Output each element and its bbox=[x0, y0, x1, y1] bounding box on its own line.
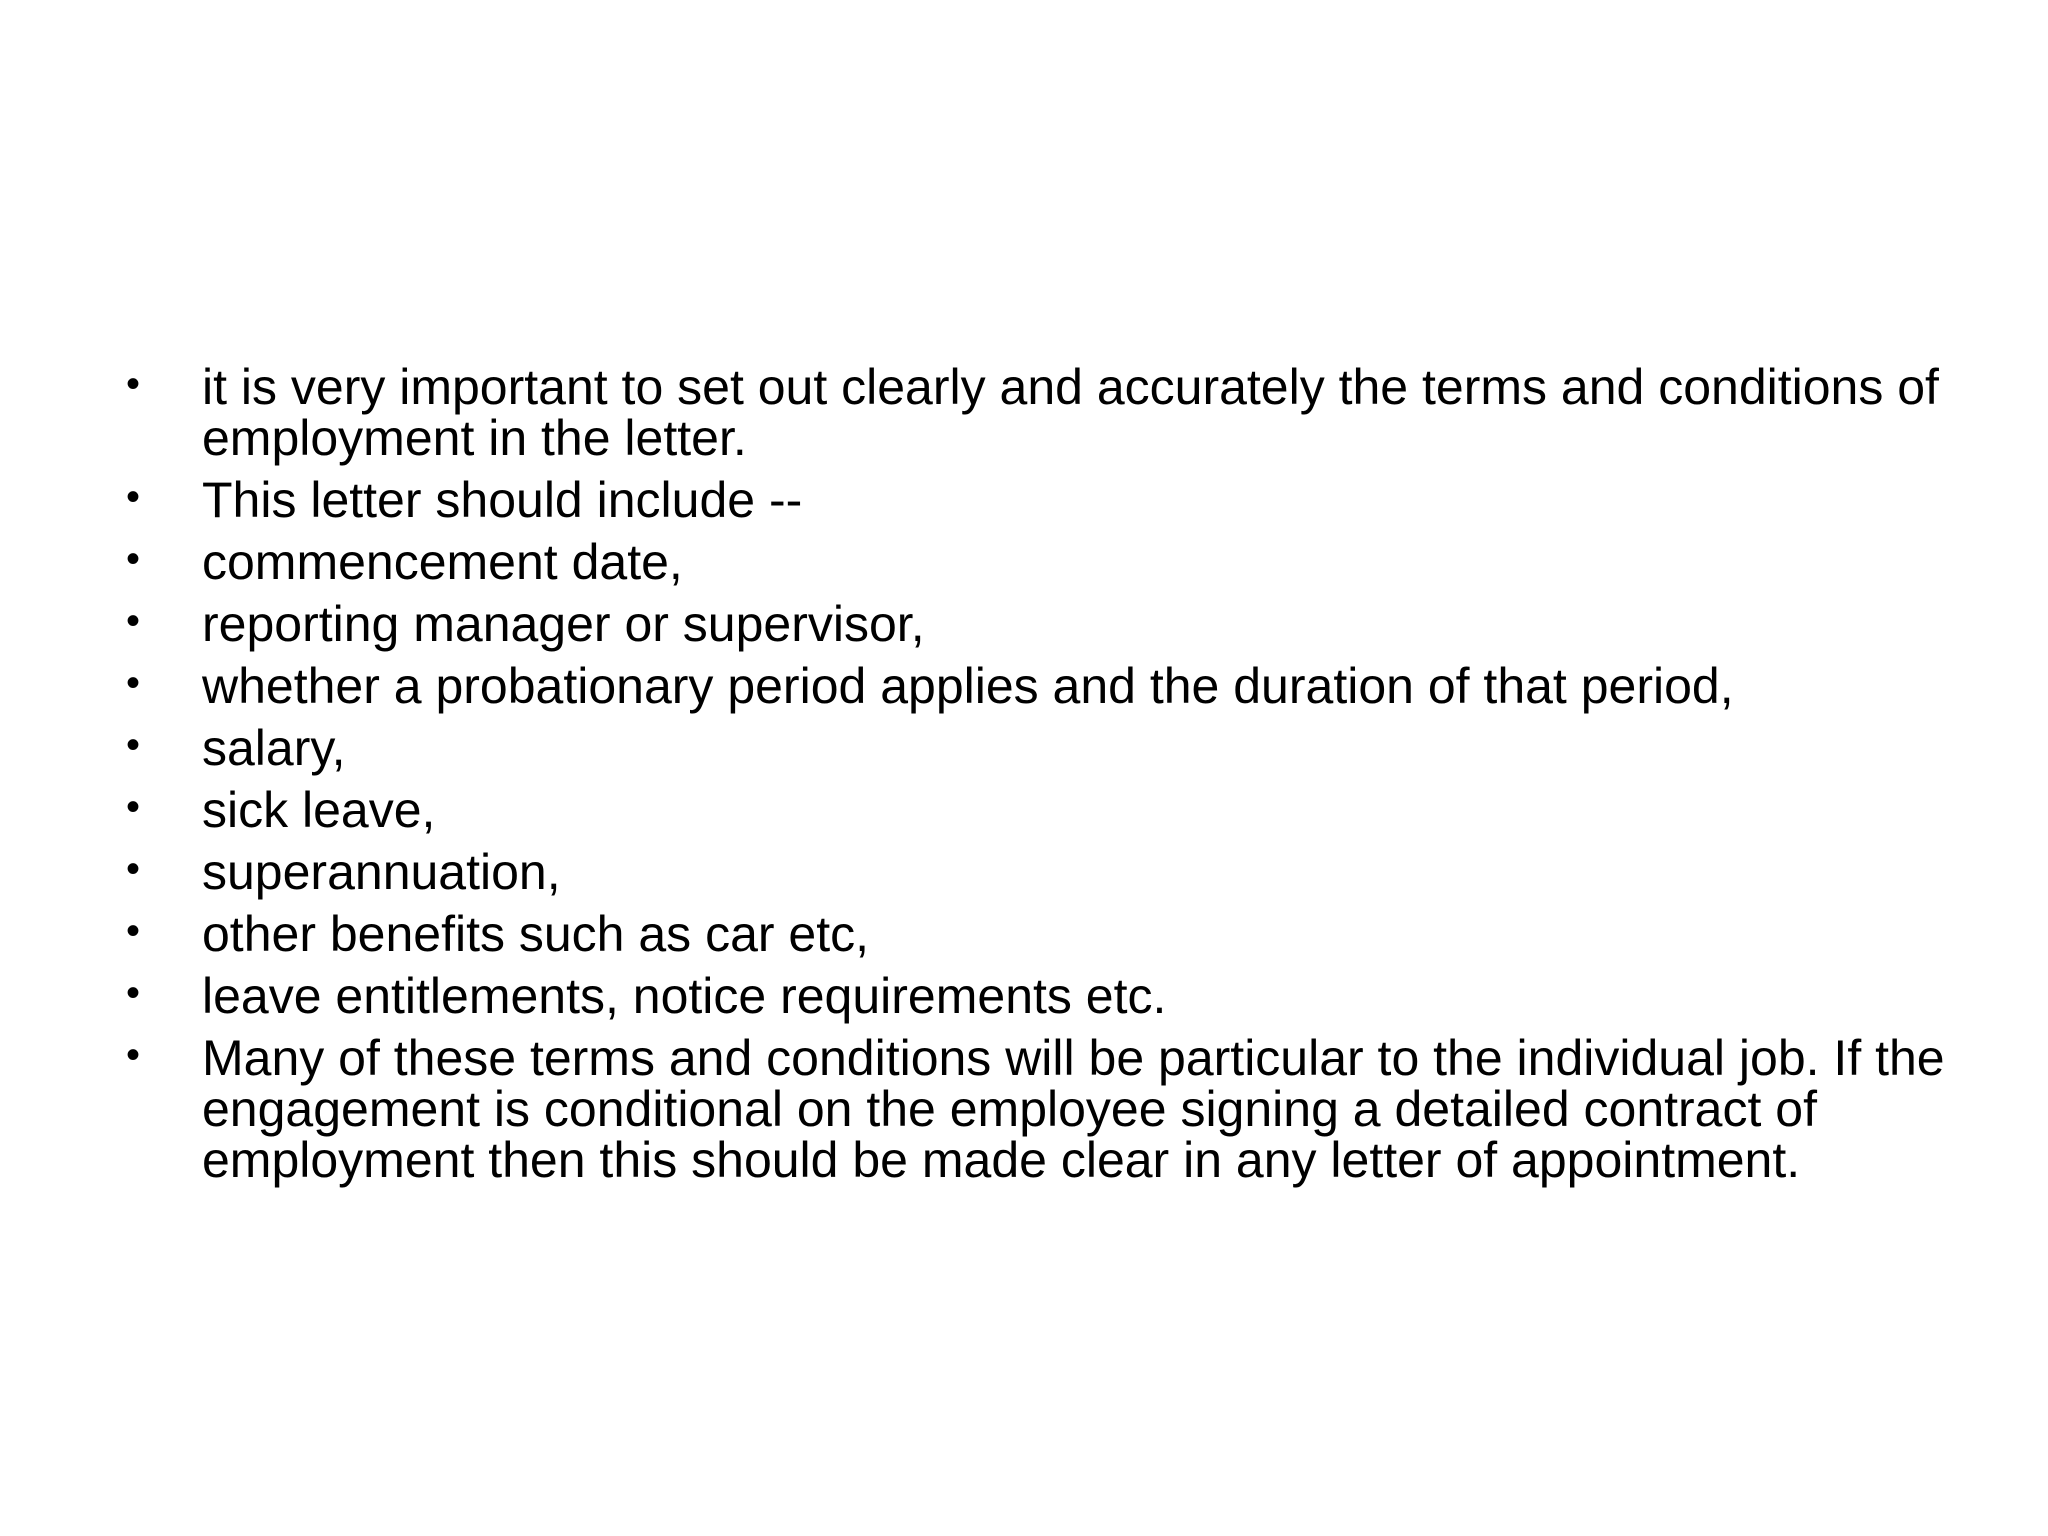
bullet-text: it is very important to set out clearly and accurately the terms and conditions of employment in the letter. bbox=[202, 359, 1939, 466]
bullet-item bbox=[120, 596, 1960, 652]
bullet-text: Many of these terms and conditions will be particular to the individual job. If the engagement is conditional on the employee signing a detailed contract of employment then this should be made clear in any letter of appointment. bbox=[202, 1030, 1945, 1188]
bullet-text: sick leave, bbox=[202, 782, 436, 838]
bullet-dot-icon: • bbox=[126, 1033, 141, 1077]
bullet-dot-icon: • bbox=[126, 537, 141, 581]
bullet-list bbox=[120, 359, 1960, 1197]
bullet-item bbox=[120, 844, 1960, 900]
bullet-dot-icon: • bbox=[126, 475, 141, 519]
bullet-text: salary, bbox=[202, 720, 346, 776]
bullet-item bbox=[120, 658, 1960, 714]
bullet-text: commencement date, bbox=[202, 534, 683, 590]
bullet-dot-icon: • bbox=[126, 599, 141, 643]
bullet-item bbox=[120, 906, 1960, 962]
bullet-text: This letter should include -- bbox=[202, 472, 803, 528]
bullet-text: other benefits such as car etc, bbox=[202, 906, 870, 962]
bullet-item bbox=[120, 359, 1960, 466]
bullet-dot-icon: • bbox=[126, 847, 141, 891]
bullet-dot-icon: • bbox=[126, 785, 141, 829]
bullet-item bbox=[120, 968, 1960, 1024]
bullet-item bbox=[120, 782, 1960, 838]
bullet-item bbox=[120, 720, 1960, 776]
bullet-text: leave entitlements, notice requirements etc. bbox=[202, 968, 1167, 1024]
bullet-dot-icon: • bbox=[126, 971, 141, 1015]
bullet-dot-icon: • bbox=[126, 362, 141, 406]
bullet-dot-icon: • bbox=[126, 661, 141, 705]
bullet-item bbox=[120, 1030, 1960, 1188]
bullet-text: whether a probationary period applies and the duration of that period, bbox=[202, 658, 1734, 714]
bullet-dot-icon: • bbox=[126, 909, 141, 953]
bullet-item bbox=[120, 534, 1960, 590]
bullet-dot-icon: • bbox=[126, 723, 141, 767]
bullet-text: superannuation, bbox=[202, 844, 561, 900]
bullet-text: reporting manager or supervisor, bbox=[202, 596, 925, 652]
bullet-item bbox=[120, 472, 1960, 528]
